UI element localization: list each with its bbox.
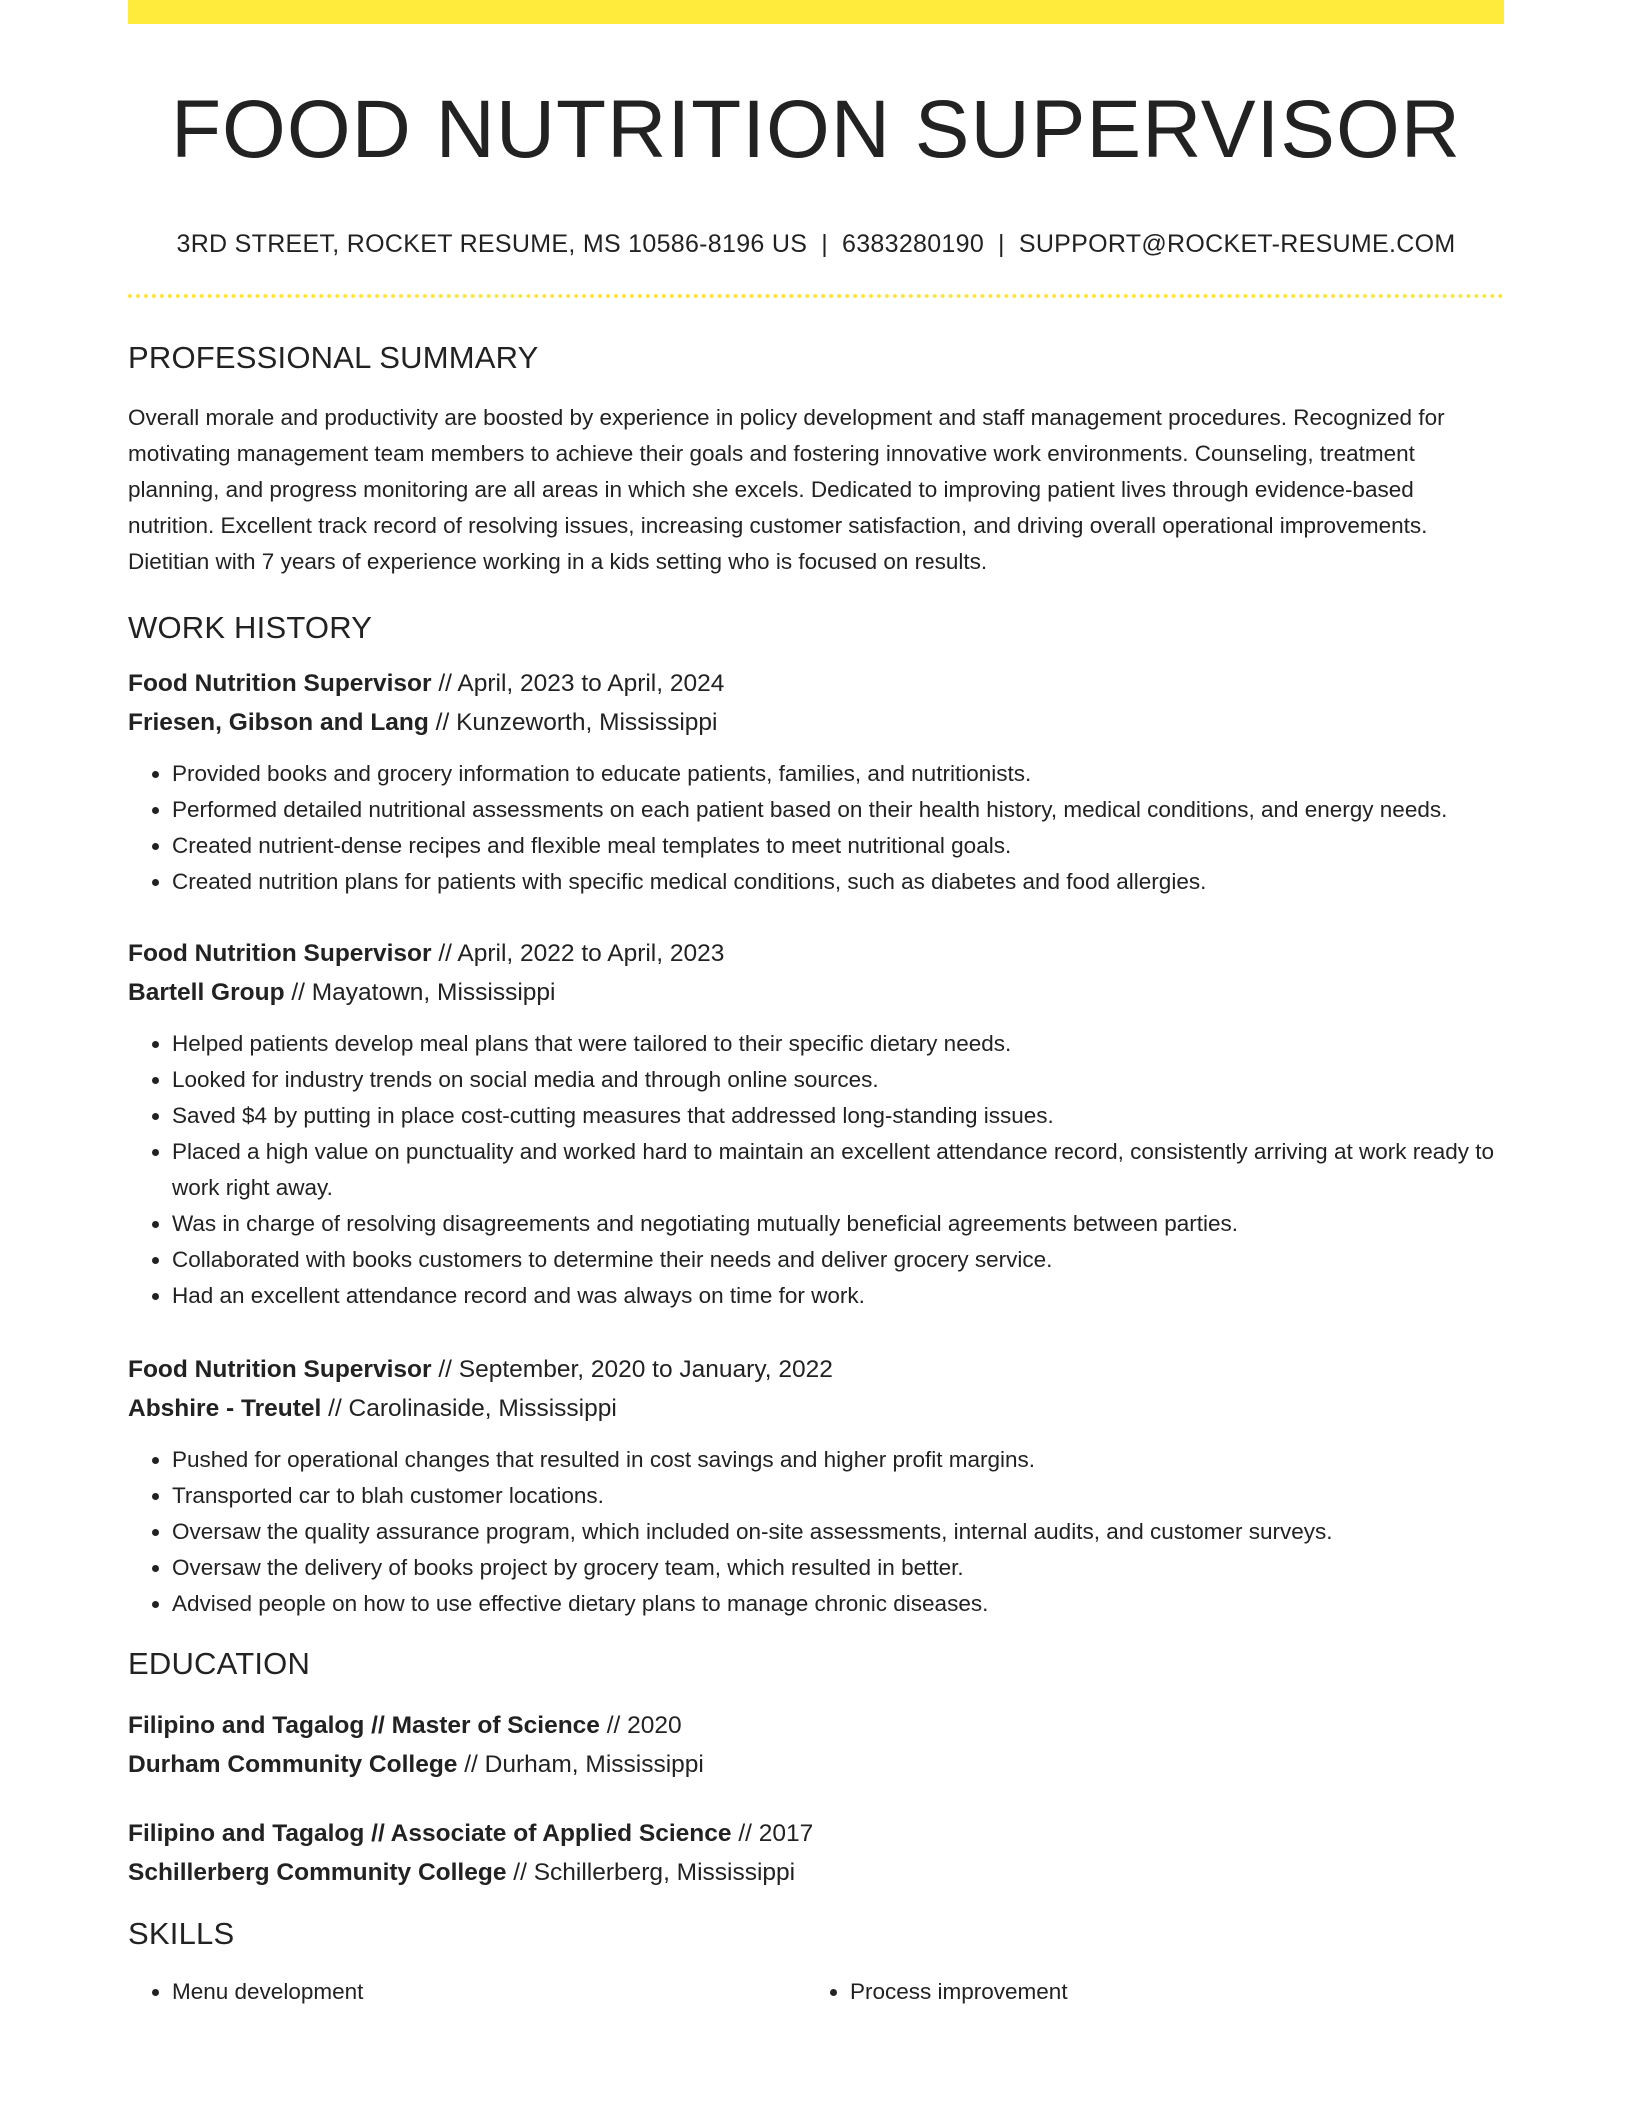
job-dates: // April, 2023 to April, 2024 xyxy=(431,670,725,697)
job-location: // Kunzeworth, Mississippi xyxy=(428,709,718,736)
job-bullet: • Oversaw the quality assurance program, which included on-site assessments, internal audits, and customer surveys. xyxy=(172,1514,1504,1550)
work-history-heading: WORK HISTORY xyxy=(128,610,373,645)
skill-item: • Process improvement xyxy=(850,1974,1484,2010)
job-bullet: • Provided books and grocery information to educate patients, families, and nutritionists. xyxy=(172,756,1504,792)
job-dates: // September, 2020 to January, 2022 xyxy=(431,1356,833,1383)
job-company-line xyxy=(128,703,1504,742)
job-location: // Mayatown, Mississippi xyxy=(284,979,556,1006)
job-company: Bartell Group xyxy=(128,979,285,1006)
education-degree-line xyxy=(128,1814,1504,1853)
job-bullet: • Saved $4 by putting in place cost-cutting measures that addressed long-standing issues. xyxy=(172,1098,1504,1134)
skills-column-right xyxy=(806,1974,1484,2010)
job-bullet: • Looked for industry trends on social media and through online sources. xyxy=(172,1062,1504,1098)
education-school-line xyxy=(128,1745,1504,1784)
education-degree: Filipino and Tagalog // Master of Science xyxy=(128,1712,600,1739)
top-accent-bar xyxy=(128,0,1504,24)
job-bullet: • Had an excellent attendance record and was always on time for work. xyxy=(172,1278,1504,1314)
education-year: // 2017 xyxy=(731,1820,814,1847)
education-school: Durham Community College xyxy=(128,1751,458,1778)
education-location: // Durham, Mississippi xyxy=(457,1751,704,1778)
summary-text: Overall morale and productivity are boosted by experience in policy development and staff management procedures. Recognized for motivating management team members to achieve their goals and fostering innovative work environments. Counseling, treatment planning, and progress monitoring are all areas in which she excels. Dedicated to improving patient lives through evidence-based nutrition. Excellent track record of resolving issues, increasing customer satisfaction, and driving overall operational improvements. Dietitian with 7 years of experience working in a kids setting who is focused on results. xyxy=(128,405,1445,574)
job-company-line xyxy=(128,1389,1504,1428)
education-heading: EDUCATION xyxy=(128,1646,311,1681)
contact-line xyxy=(128,228,1504,260)
skills-grid xyxy=(128,1974,1504,2010)
job-bullet: • Performed detailed nutritional assessments on each patient based on their health history, medical conditions, and energy needs. xyxy=(172,792,1504,828)
job-company: Friesen, Gibson and Lang xyxy=(128,709,429,736)
education-location: // Schillerberg, Mississippi xyxy=(506,1859,796,1886)
job-bullet: • Transported car to blah customer locations. xyxy=(172,1478,1504,1514)
contact-separator: | xyxy=(998,230,1005,258)
job-bullets xyxy=(128,1026,1504,1314)
resume-name-title: FOOD NUTRITION SUPERVISOR xyxy=(170,84,1462,175)
job-company: Abshire - Treutel xyxy=(128,1395,322,1422)
contact-phone[interactable]: 6383280190 xyxy=(842,230,985,258)
education-entry xyxy=(128,1814,1504,1892)
summary-heading: PROFESSIONAL SUMMARY xyxy=(128,340,539,375)
job-dates: // April, 2022 to April, 2023 xyxy=(431,940,725,967)
job-bullet: • Created nutrient-dense recipes and flexible meal templates to meet nutritional goals. xyxy=(172,828,1504,864)
job-bullets xyxy=(128,1442,1504,1622)
job-title-line xyxy=(128,1350,1504,1389)
job-bullet: • Created nutrition plans for patients with specific medical conditions, such as diabetes and food allergies. xyxy=(172,864,1504,900)
job-bullet: • Advised people on how to use effective dietary plans to manage chronic diseases. xyxy=(172,1586,1504,1622)
contact-email[interactable]: SUPPORT@ROCKET-RESUME.COM xyxy=(1018,230,1456,258)
dotted-divider xyxy=(128,294,1504,298)
job-title-line xyxy=(128,664,1504,703)
job-bullet: • Was in charge of resolving disagreements and negotiating mutually beneficial agreements between parties. xyxy=(172,1206,1504,1242)
education-degree-line xyxy=(128,1706,1504,1745)
job-role: Food Nutrition Supervisor xyxy=(128,1356,432,1383)
education-year: // 2020 xyxy=(599,1712,682,1739)
job-bullet: • Oversaw the delivery of books project by grocery team, which resulted in better. xyxy=(172,1550,1504,1586)
job-location: // Carolinaside, Mississippi xyxy=(321,1395,617,1422)
job-bullet: • Helped patients develop meal plans that were tailored to their specific dietary needs. xyxy=(172,1026,1504,1062)
job-company-line xyxy=(128,973,1504,1012)
job-bullets xyxy=(128,756,1504,900)
job-title-line xyxy=(128,934,1504,973)
education-school: Schillerberg Community College xyxy=(128,1859,507,1886)
education-degree: Filipino and Tagalog // Associate of Applied Science xyxy=(128,1820,732,1847)
education-school-line xyxy=(128,1853,1504,1892)
resume-page xyxy=(128,0,1504,2010)
skill-item: • Menu development xyxy=(172,1974,806,2010)
job-entry xyxy=(128,1350,1504,1622)
job-role: Food Nutrition Supervisor xyxy=(128,670,432,697)
job-role: Food Nutrition Supervisor xyxy=(128,940,432,967)
skills-column-left xyxy=(128,1974,806,2010)
job-entry xyxy=(128,664,1504,900)
education-entry xyxy=(128,1706,1504,1784)
skills-heading: SKILLS xyxy=(128,1916,235,1951)
contact-address: 3RD STREET, ROCKET RESUME, MS 10586-8196 US xyxy=(176,230,808,258)
job-entry xyxy=(128,934,1504,1314)
contact-separator: | xyxy=(821,230,828,258)
job-bullet: • Placed a high value on punctuality and worked hard to maintain an excellent attendance record, consistently arriving at work ready to work right away. xyxy=(172,1134,1504,1206)
job-bullet: • Pushed for operational changes that resulted in cost savings and higher profit margins. xyxy=(172,1442,1504,1478)
job-bullet: • Collaborated with books customers to determine their needs and deliver grocery service. xyxy=(172,1242,1504,1278)
